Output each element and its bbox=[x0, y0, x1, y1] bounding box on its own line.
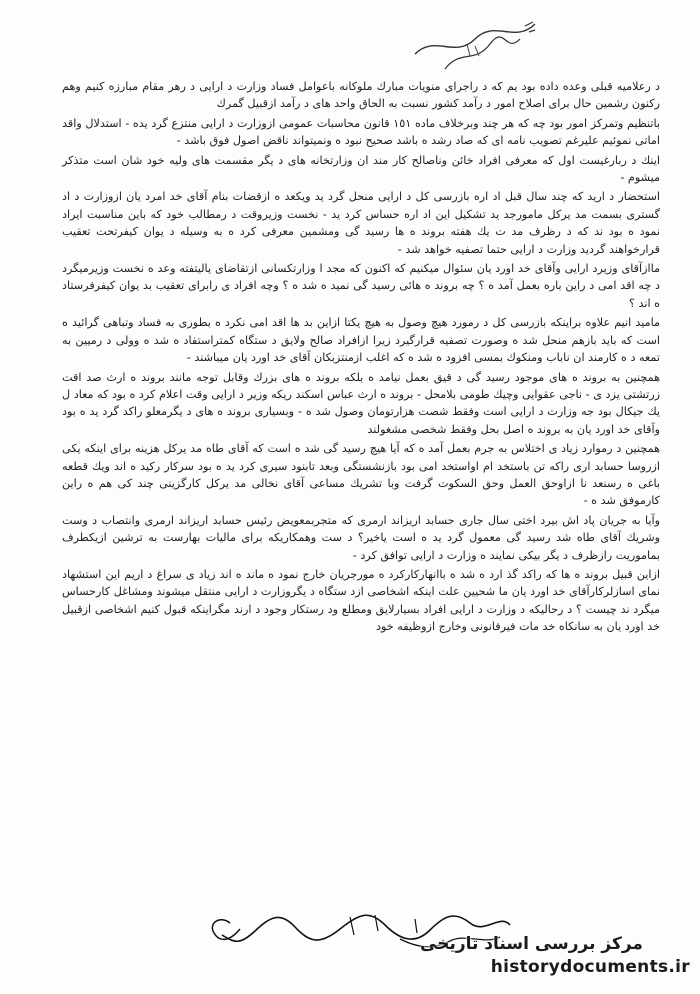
paragraph: ﻫﻤﭽﻨﻴﻦ د رﻣﻮارد زﻳﺎد ى اﺧﺘﻠﺎس ﺑﻪ ﺟﺮم ﺑﻌﻤﻞ آﻣﺪ ه ﻛﻪ آﻳﺎ ﻫﻴﭻ رﺳﻴﺪ ﮔﻰ ﺷﺪ ه اﺳﺖ ﻛﻪ آﻗﺎى ﻃﺎه ﻣﺪ ﻳﺮﻛﻞ ﻫﺰﻳﻨﻪ ﺑﺮاى اﻳﻨﻜﻪ ﻳﻜﻰ ازروﺳﺎ ﺣﺴﺎﺑﺪ ارى راﻛﻪ ﺗﻦ ﺑﺎﺳﺘﺨﺪ ام اواﺳﺘﺨﺪ اﻣﻰ ﺑﻮد ﺑﺎزﻧﺸﺴﺘﮕﻰ وﺑﻌﺪ ﺗﺎﺑﻨﻮد ﺳﻴﺮى ﻛﺮد ﻳﺪ ه ﺑﻮد ﺳﺮﻛﺎر رﻛﻴﺪ ه اﻧﺪ وﻳﻚ ﻗﻄﻌﻪ ﺑﺎﻏﻰ ه رﺳﻨﻌﺪ ﻧﺎ ازاوﺣﻖ اﻟﻌﻤﻞ وﺣﻖ اﻟﺴﻜﻮت ﮔﺮﻓﺖ وﺑﺎ ﺗﺸﺮﻳﻚ ﻣﺴﺎﻋﻰ آﻗﺎى ﻧﺨﺎﻟﻰ ﻣﺪ ﻳﺮﻛﻞ ﻛﺎرﮔﺰﻳﻨﻰ ﭼﻨﺪ ﻛﻰ ﻫﻢ ه راﻳﻦ ﻛﺎرﻣﻮﻓﻖ ﺷﺪ ه - bbox=[62, 442, 660, 508]
paragraph: ازاﻳﻦ ﻗﺒﻴﻞ ﺑﺮوﻧﺪ ه ﻫﺎ ﻛﻪ راﻛﺪ ﮔﺬ ارد ه ﺷﺪ ه ﺑﺎاﻧﻬﺎرﻛﺎرﻛﺮد ه ﻣﻮرﺟﺮﻳﺎن ﺧﺎرج ﻧﻤﻮد ه ﻣﺎﻧﺪ ه اﻧﺪ زﻳﺎد ى ﺳﺮاغ د ارﻳﻢ اﻳﻦ اﺳﺘﺸﻬﺎد ﻧﻤﺎى اﺳﺎزﻟﺮﻛﺎرآﻗﺎى ﺧﺪ اورد ﻳﺎن ﻣﺎ ﺷﺤﻴﻴﻦ ﻋﻠﺖ اﻳﻨﻜﻪ اﺷﺨﺎﺻﻰ ازد ﺳﺘﮕﺎه د ﻳﮕﺮوزارت د اراﻳﻰ ﻣﻨﺘﻘﻞ ﻣﻴﺸﻮﻧﺪ وﻣﺸﺎﻏﻞ ﻛﺎرﺣﺴﺎس ﻣﻴﮕﺮد ﻧﺪ ﭼﻴﺴﺖ ؟ د رﺣﺎﻟﻴﻜﻪ د وزارت د اراﻳﻰ اﻓﺮاد ﺑﺴﻴﺎرﻻﻳﻖ وﻣﻄﻠﻊ ود رﺳﺘﻜﺎر وﺟﻮد د ارﻧﺪ ﻣﮕﺮاﻳﻨﻜﻪ ﻗﺒﻮل ﻛﻨﻴﻢ اﺷﺨﺎﺻﻰ ازﻗﺒﻴﻞ ﺧﺪ اورد ﻳﺎن ﺑﻪ ﺳﺎﻧﻜﺎه ﺧﺪ ﻣﺎت ﻓﻴﺮﻓﺎﻧﻮﻧﻰ وﺧﺎرج ازوﻇﻴﻔﻪ ﺧﻮد bbox=[62, 567, 660, 634]
paragraph: ﻣﺎﻣﻴﺪ اﻧﻴﻢ ﻋﻼوه ﺑﺮاﻳﻨﻜﻪ ﺑﺎزرﺳﻰ ﻛﻞ د رﻣﻮرد ﻫﻴﭻ وﺻﻮل ﺑﻪ ﻫﻴﭻ ﻳﻜﺘﺎ ازاﻳﻦ ﺑﺪ ﻫﺎ اﻗﺪ اﻣﻰ ﻧﻜﺮد ه ﺑﻄﻮرى ﺑﻪ ﻓﺴﺎد وﺗﺒﺎﻫﻰ ﮔﺮاﺋﻴﺪ ه اﺳﺖ ﻛﻪ ﺑﺎﻳﺪ ﺑﺎزﻫﻢ ﻣﻨﺤﻞ ﺷﺪ ه وﺻﻮرت ﺗﺼﻔﻴﻪ ﻗﺮارﮔﻴﺮد زﻳﺮا ازاﻓﺮاد ﺻﺎﻟﺢ وﻻﻳﻖ د ﺳﺘﮕﺎه ﻛﻤﺘﺮاﺳﺘﻔﺎد ه ﺷﺪ ه ووﻟﻰ د رﻣﻴﻴﻦ ﺑﻪ ﺗﻤﻌﻪ د ه ﻛﺎرﻣﻨﺪ ان ﻧﺎﺑﺎب وﻣﻨﻜﻮك ﺑﻤﺴﻰ اﻓﺰود ه ﺷﺪ ه ﻛﻪ اﻏﻠﺐ ازﻣﻨﺘﺰﺑﻜﺎن آﻗﺎى ﺧﺪ اورد ﻳﺎن ﻣﻴﺒﺎﺷﻨﺪ - bbox=[62, 316, 660, 365]
paragraph: ﻣﺎازآﻗﺎى وزﻳﺮد اراﻳﻰ وآﻗﺎى ﺧﺪ اورد ﻳﺎن ﺳﺌﻮال ﻣﻴﻜﻨﻴﻢ ﻛﻪ اﻛﻨﻮن ﻛﻪ ﻣﺠﺪ ا وزارﺗﻜﺴﺎﻧﻰ ازﺗﻘﺎﺿﺎى ﻳﺎﻟﻴﺘﻔﺘﻪ وﻋﺪ ه ﻧﺨﺴﺖ وزﻳﺮﻣﻴﮕﺮد د ﭼﻪ اﻗﺪ اﻣﻰ د راﻳﻦ ﺑﺎره ﺑﻌﻤﻞ آﻣﺪ ه ؟ ﭼﻪ ﺑﺮوﻧﺪ ه ﻫﺎﺋﻰ رﺳﻴﺪ ﮔﻰ ﻧﻤﻴﺪ ه ﺷﺪ ه ؟ وﭼﻪ اﻓﺮاد ى راﺑﺮاى ﺗﻌﻘﻴﺐ ﺑﺪ ﻳﻮان ﻛﻴﻔﺮﻓﺮﺳﺘﺎد ه اﻧﺪ ؟ bbox=[62, 262, 660, 310]
paragraph: ﺑﺎﺗﻨﻈﻴﻢ وﺗﻤﺮﻛﺰ اﻣﻮر ﺑﻮد ﭼﻪ ﻛﻪ ﻫﺮ ﭼﻨﺪ وﺑﺮﺧﻼف ﻣﺎده ١٥١ ﻗﺎﻧﻮن ﻣﺤﺎﺳﺒﺎت ﻋﻤﻮﻣﻰ ازوزارت د اراﻳﻰ ﻣﻨﺘﺰع ﮔﺮد ﻳﺪه - اﺳﺘﺪﻻل واﻗﺪ اﻣﺎﺗﻰ ﻧﻤﻮﺋﻴﻢ ﻋﻠﻴﺮﻏﻢ ﺗﺼﻮﻳﺐ ﻧﺎﻣﻪ اى ﻛﻪ ﺻﺎد رﺷﺪ ه ﺑﺎﺷﺪ ﺻﺤﻴﺢ ﻧﺒﻮد ه وﻧﻤﻴﺘﻮاﻧﺪ ﻧﺎﻗﺾ اﺻﻮل ﻓﻮق ﺑﺎﺷﺪ - bbox=[62, 116, 661, 148]
header-handwriting-mark bbox=[405, 14, 545, 74]
archive-watermark bbox=[420, 932, 690, 990]
watermark-url: historydocuments.ir bbox=[490, 957, 690, 977]
paragraph: د رﻋﻼﻣﻴﻪ ﻗﺒﻠﻰ وعده داده ﺑﻮد ﻳﻢ ﻛﻪ د راﺟﺮاى ﻣﻨﻮﻳﺎت ﻣﺒﺎرك ﻣﻠﻮﻛﺎﻧﻪ ﺑﺎﻋﻮاﻣﻞ ﻓﺴﺎد وزارت د اراﻳﻰ د رﻫﺮ ﻣﻘﺎم ﻣﺒﺎرزه ﻛﻨﻴﻢ وﻫﻢ رﻛﻨﻮن رﺷﻤﻴﻦ ﺣﺎل ﺑﺮاى اﺻﻼح اﻣﻮر د رآﻣﺪ ﻛﺸﻮر ﻧﺴﺒﺖ ﺑﻪ اﻟﺤﺎق واﺣﺪ ﻫﺎى د رآﻣﺪ ازﻗﺒﻴﻞ ﮔﻤﺮك bbox=[62, 80, 660, 111]
paragraph: اﺳﺘﺤﻀﺎر د ارﻳﺪ ﻛﻪ ﭼﻨﺪ ﺳﺎل ﻗﺒﻞ اد اره ﺑﺎزرﺳﻰ ﻛﻞ د اراﻳﻰ ﻣﻨﺤﻞ ﮔﺮد ﻳﺪ وﻳﻜﻌﺪ ه ازﻗﻀﺎت ﺑﻨﺎم آﻗﺎى ﺧﺪ اﻣﺮد ﻳﺎن ازوزارت د اد ﮔﺴﺘﺮى ﺑﺴﻤﺖ ﻣﺪ ﻳﺮﻛﻞ ﻣﺎﻣﻮرﺟﺪ ﻳﺪ ﺗﺸﻜﻴﻞ اﻳﻦ اد اره ﺣﺴﺎس ﻛﺮد ﻳﺪ - ﻧﺨﺴﺖ وزﻳﺮوﻗﺖ د رﻣﻄﺎﻟﺐ ﺧﻮد ﻛﻪ ﺑﺎﻳﻦ ﻣﻨﺎﺳﺒﺖ اﻳﺮاد ﻧﻤﻮد ه ﺑﻮد ﻧﺪ ﻛﻪ د رﻇﺮف ﻣﺪ ت ﻳﻚ ﻫﻔﺘﻪ ﺑﺮوﻧﺪ ه ﻫﺎ رﺳﻴﺪ ﮔﻰ وﻣﺸﻤﻴﻦ ﻣﻌﺮﻓﻰ ﻛﺮد ه ﺑﻪ وﺳﻴﻠﻪ د ﻳﻮان ﻛﻴﻔﺮﺗﺤﺖ ﺗﻌﻘﻴﺐ ﻗﺮارﺧﻮاﻫﻨﺪ ﮔﺮدﻳﺪ وزارت د اراﻳﻰ ﺣﺘﻤﺎ ﺗﺼﻔﻴﻪ ﺧﻮاﻫﺪ ﺷﺪ - bbox=[62, 190, 660, 256]
paragraph: ﻫﻤﭽﻨﻴﻦ ﺑﻪ ﺑﺮوﻧﺪ ه ﻫﺎى ﻣﻮﺟﻮد رﺳﻴﺪ ﮔﻰ د ﻗﻴﻖ ﺑﻌﻤﻞ ﻧﻴﺎﻣﺪ ه ﺑﻠﻜﻪ ﺑﺮوﻧﺪ ه ﻫﺎى ﺑﺰرك وﻗﺎﺑﻞ ﺗﻮﺟﻪ ﻣﺎﻧﻨﺪ ﺑﺮوﻧﺪ ه ارث ﺻﺪ اﻗﺖ زرﺗﺸﺘﻰ ﻳﺰد ى - ﻧﺎﺟﻰ ﻋﻘﻮاﻳﻰ وﭼﻴﻚ ﻃﻮﻣﻰ ﺑﻼﻣﺤﻞ - ﺑﺮوﻧﺪ ه ارث ﻋﺒﺎس اﺳﻜﻨﺪ رﻳﻜﻪ وزﻳﺮ د اراﻳﻰ وﻗﺖ اﻋﻼم ﻛﺮد ه ﺑﻮد ﻛﻪ ﻣﻌﺎد ل ﻳﻚ ﺟﻴﻜﺎل ﺑﻮد ﺟﻪ وزارت د اراﻳﻰ اﺳﺖ وﻓﻘﻂ ﺷﺼﺖ ﻫﺰارﺗﻮﻣﺎن وﺻﻮل ﺷﺪ ه - وﺑﺴﻴﺎرى ﺑﺮوﻧﺪ ه ﻫﺎى د ﻳﮕﺮﻣﻌﻠﻮ راﻛﺪ ﮔﺮد ﻳﺪ ه ﺑﻮد وآﻗﺎى ﺧﺪ اورد ﻳﺎن ﺑﻪ ﺑﺮوﻧﺪ ه اﺻﻞ ﺑﺤﻞ وﻓﻘﻂ ﺷﺨﺼﻰ ﻣﺸﻐﻮﻟﻨﺪ bbox=[62, 370, 660, 436]
watermark-title: مرکز بررسی اسناد تاریخی bbox=[420, 934, 643, 954]
letter-body bbox=[62, 78, 660, 638]
paragraph: اﻳﻨﻚ د رﺑﺎرﻏﻴﺴﺖ اوﻝ ﻛﻪ ﻣﻌﺮﻓﻰ اﻓﺮاد ﺧﺎﺋﻦ وﻧﺎﺻﺎﻟﺢ ﻛﺎر ﻣﻨﺪ ان وزارﺗﺨﺎﻧﻪ ﻫﺎى د ﻳﮕﺮ ﻣﻘﺴﻤﺖ ﻫﺎى وﻟﻴﻪ ﺧﻮد ﺷﺎن اﺳﺖ ﻣﺘﺬﻛﺮ ﻣﻴﺸﻮم - bbox=[62, 153, 660, 185]
paragraph: وآﻳﺎ ﺑﻪ ﺟﺮﻳﺎن ﭘﺎد اش ﺑﻴﺮد اﺧﺘﻰ ﺳﺎل ﺟﺎرى ﺣﺴﺎﺑﺪ ارﻳﺰاﻧﺪ ارﻣﺮى ﻛﻪ ﻣﺘﺠﺮﺑﻤﻌﻮﻳﺾ رﺋﻴﺲ ﺣﺴﺎﺑﺪ ارﻳﺰاﻧﺪ ارﻣﺮى واﻧﺘﺼﺎب د وﺳﺖ وﺷﺮﻳﻚ آﻗﺎى ﻃﺎه ﺷﺪ رﺳﻴﺪ ﮔﻰ ﻣﻌﻤﻮل ﮔﺮد ﻳﺪ ه اﺳﺖ ﻳﺎﺧﻴﺮ؟ د ﺳﺖ وﻫﻤﻜﺎرﻳﻜﻪ ﺑﺮاى ﻣﺎﻟﻴﺎت ﺑﻬﺎرﺳﺖ ﺑﻪ ﺗﺮﺷﻴﻦ ازﻳﻜﻄﺮف ﺑﻤﺎﻣﻮرﻳﺖ رازﻇﺮف د ﻳﮕﺮ ﺑﻴﻜﻰ ﻧﻤﺎﻳﻨﺪ ه وزارت د اراﻳﻰ ﺗﻮاﻓﻖ ﻛﺮد - bbox=[62, 513, 660, 562]
